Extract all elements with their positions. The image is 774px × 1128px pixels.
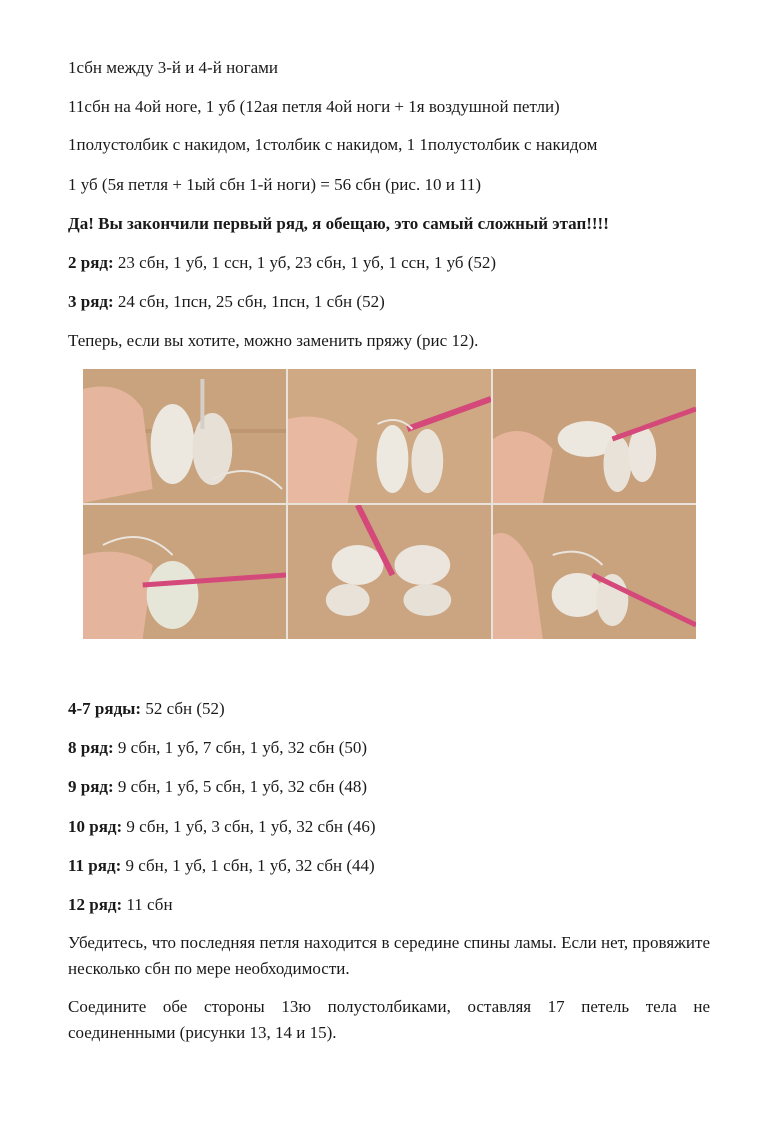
row-9	[68, 776, 367, 798]
photo-collage	[83, 369, 696, 639]
photo-3	[493, 369, 696, 503]
row-10	[68, 816, 376, 838]
row-text: 11 сбн	[122, 895, 173, 914]
row-label: 9 ряд:	[68, 777, 114, 796]
text-line: 11сбн на 4ой ноге, 1 уб (12ая петля 4ой ноги + 1я воздушной петли)	[68, 97, 560, 116]
row-text: 9 сбн, 1 уб, 1 сбн, 1 уб, 32 сбн (44)	[121, 856, 375, 875]
row-text: 24 сбн, 1псн, 25 сбн, 1псн, 1 сбн (52)	[113, 292, 385, 311]
photo-4	[83, 505, 286, 639]
row-label: 12 ряд:	[68, 895, 123, 914]
row-text: 9 сбн, 1 уб, 7 сбн, 1 уб, 32 сбн (50)	[113, 738, 368, 757]
row-12	[68, 894, 173, 916]
text-line: 1сбн между 3-й и 4-й ногами	[68, 58, 279, 77]
text-line: 1 уб (5я петля + 1ый сбн 1-й ноги) = 56 сбн (рис. 10 и 11)	[68, 175, 482, 194]
row-label: 3 ряд:	[68, 292, 114, 311]
row-text: 23 сбн, 1 уб, 1 ссн, 1 уб, 23 сбн, 1 уб, 1 ссн, 1 уб (52)	[113, 253, 497, 272]
row-text: 52 сбн (52)	[141, 699, 225, 718]
row-2	[68, 252, 496, 274]
row-label: 8 ряд:	[68, 738, 114, 757]
text-line: Теперь, если вы хотите, можно заменить пряжу (рис 12).	[68, 331, 479, 350]
row-3	[68, 291, 385, 313]
row-label: 4-7 ряды:	[68, 699, 142, 718]
photo-6	[493, 505, 696, 639]
paragraph: Соедините обе стороны 13ю полустолбиками, оставляя 17 петель тела не соединенными (рисунки 13, 14 и 15).	[68, 997, 710, 1042]
row-text: 9 сбн, 1 уб, 5 сбн, 1 уб, 32 сбн (48)	[113, 777, 368, 796]
row-label: 11 ряд:	[68, 856, 122, 875]
row-label: 10 ряд:	[68, 817, 123, 836]
photo-5	[288, 505, 491, 639]
text-line: 1полустолбик с накидом, 1столбик с накидом, 1 1полустолбик с накидом	[68, 135, 598, 154]
row-4-7	[68, 698, 225, 720]
paragraph: Убедитесь, что последняя петля находится в середине спины ламы. Если нет, провяжите несколько сбн по мере необходимости.	[68, 933, 710, 978]
row-text: 9 сбн, 1 уб, 3 сбн, 1 уб, 32 сбн (46)	[122, 817, 376, 836]
row-11	[68, 855, 375, 877]
highlight-line: Да! Вы закончили первый ряд, я обещаю, это самый сложный этап!!!!	[68, 214, 609, 233]
photo-1	[83, 369, 286, 503]
photo-2	[288, 369, 491, 503]
row-8	[68, 737, 367, 759]
row-label: 2 ряд:	[68, 253, 114, 272]
